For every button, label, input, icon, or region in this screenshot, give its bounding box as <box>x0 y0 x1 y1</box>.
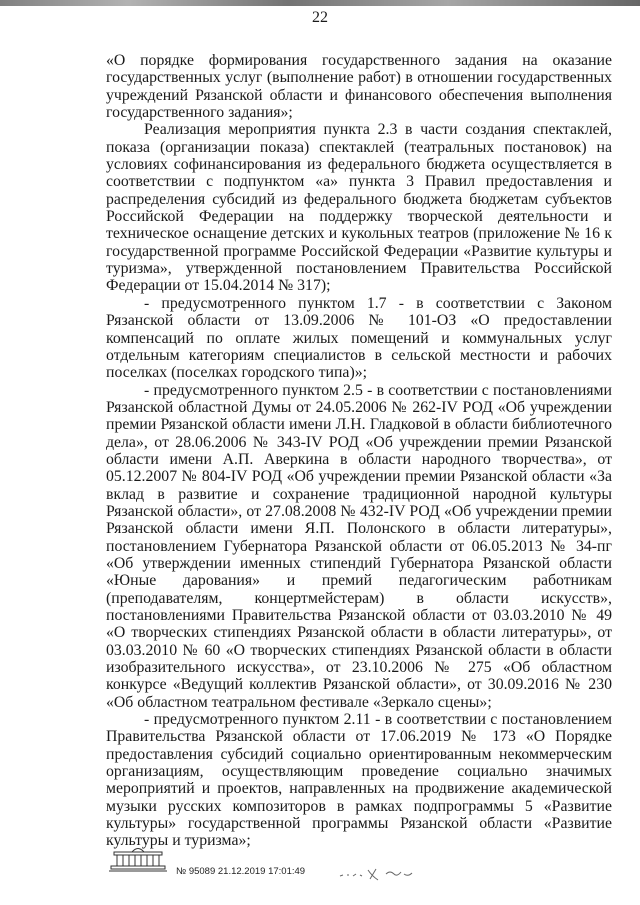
paragraph: Реализация мероприятия пункта 2.3 в части создания спектаклей, показа (организации показа) спектаклей (театральных постановок) на условиях софинансирования из федерального бюджета осуществляется в соответствии с подпунктом «а» пункта 3 Правил предоставления и распределения субсидий из федерального бюджета бюджетам субъектов Российской Федерации на поддержку творческой деятельности и техническое оснащение детских и кукольных театров (приложение № 16 к государственной программе Российской Федерации «Развитие культуры и туризма», утвержденной постановлением Правительства Российской Федерации от 15.04.2014 № 317); <box>106 121 612 295</box>
handwritten-mark <box>338 864 428 884</box>
registration-stamp: № 95089 21.12.2019 17:01:49 <box>176 866 306 877</box>
document-body <box>106 52 612 850</box>
page-number: 22 <box>312 9 328 26</box>
paragraph: - предусмотренного пунктом 1.7 - в соответствии с Законом Рязанской области от 13.09.2006 № 101-ОЗ «О предоставлении компенсаций по оплате жилых помещений и коммунальных услуг отдельным категориям специалистов в сельской местности и рабочих поселках (поселках городского типа)»; <box>106 294 612 382</box>
paragraph: «О порядке формирования государственного задания на оказание государственных услуг (выполнение работ) в отношении государственных учреждений Рязанской области и финансового обеспечения выполнения государственного задания»; <box>106 52 612 122</box>
government-building-emblem-icon <box>108 844 168 874</box>
paragraph: - предусмотренного пунктом 2.11 - в соответствии с постановлением Правительства Рязанской области от 17.06.2019 № 173 «О Порядке предоставления субсидий социально ориентированным некоммерческим организациям, осуществляющим проведение социально значимых мероприятий и проектов, направленных на продвижение академической музыки русских композиторов в рамках подпрограммы 5 «Развитие культуры» государственной программы Рязанской области «Развитие культуры и туризма»; <box>106 711 612 850</box>
paragraph: - предусмотренного пунктом 2.5 - в соответствии с постановлениями Рязанской областной Думы от 24.05.2006 № 262-IV РОД «Об учреждении премии Рязанской области имени Л.Н. Гладковой в области библиотечного дела», от 28.06.2006 № 343-IV РОД «Об учреждении премии Рязанской области имени А.П. Аверкина в области народного творчества», от 05.12.2007 № 804-IV РОД «Об учреждении премии Рязанской области «За вклад в развитие и сохранение традиционной народной культуры Рязанской области», от 27.08.2008 № 432-IV РОД «Об учреждении премии Рязанской области имени Я.П. Полонского в области литературы», постановлением Губернатора Рязанской области от 06.05.2013 № 34-пг «Об утверждении именных стипендий Губернатора Рязанской области «Юные дарования» и премий педагогическим работникам (преподавателям, концертмейстерам) в области искусств», постановлениями Правительства Рязанской области от 03.03.2010 № 49 «О творческих стипендиях Рязанской области в области литературы», от 03.03.2010 № 60 «О творческих стипендиях Рязанской области в области изобразительного искусства», от 23.10.2006 № 275 «Об областном конкурсе «Ведущий коллектив Рязанской области», от 30.09.2016 № 230 «Об областном театральном фестивале «Зеркало сцены»; <box>106 381 612 711</box>
scan-edge <box>0 0 640 6</box>
document-footer <box>108 844 608 894</box>
